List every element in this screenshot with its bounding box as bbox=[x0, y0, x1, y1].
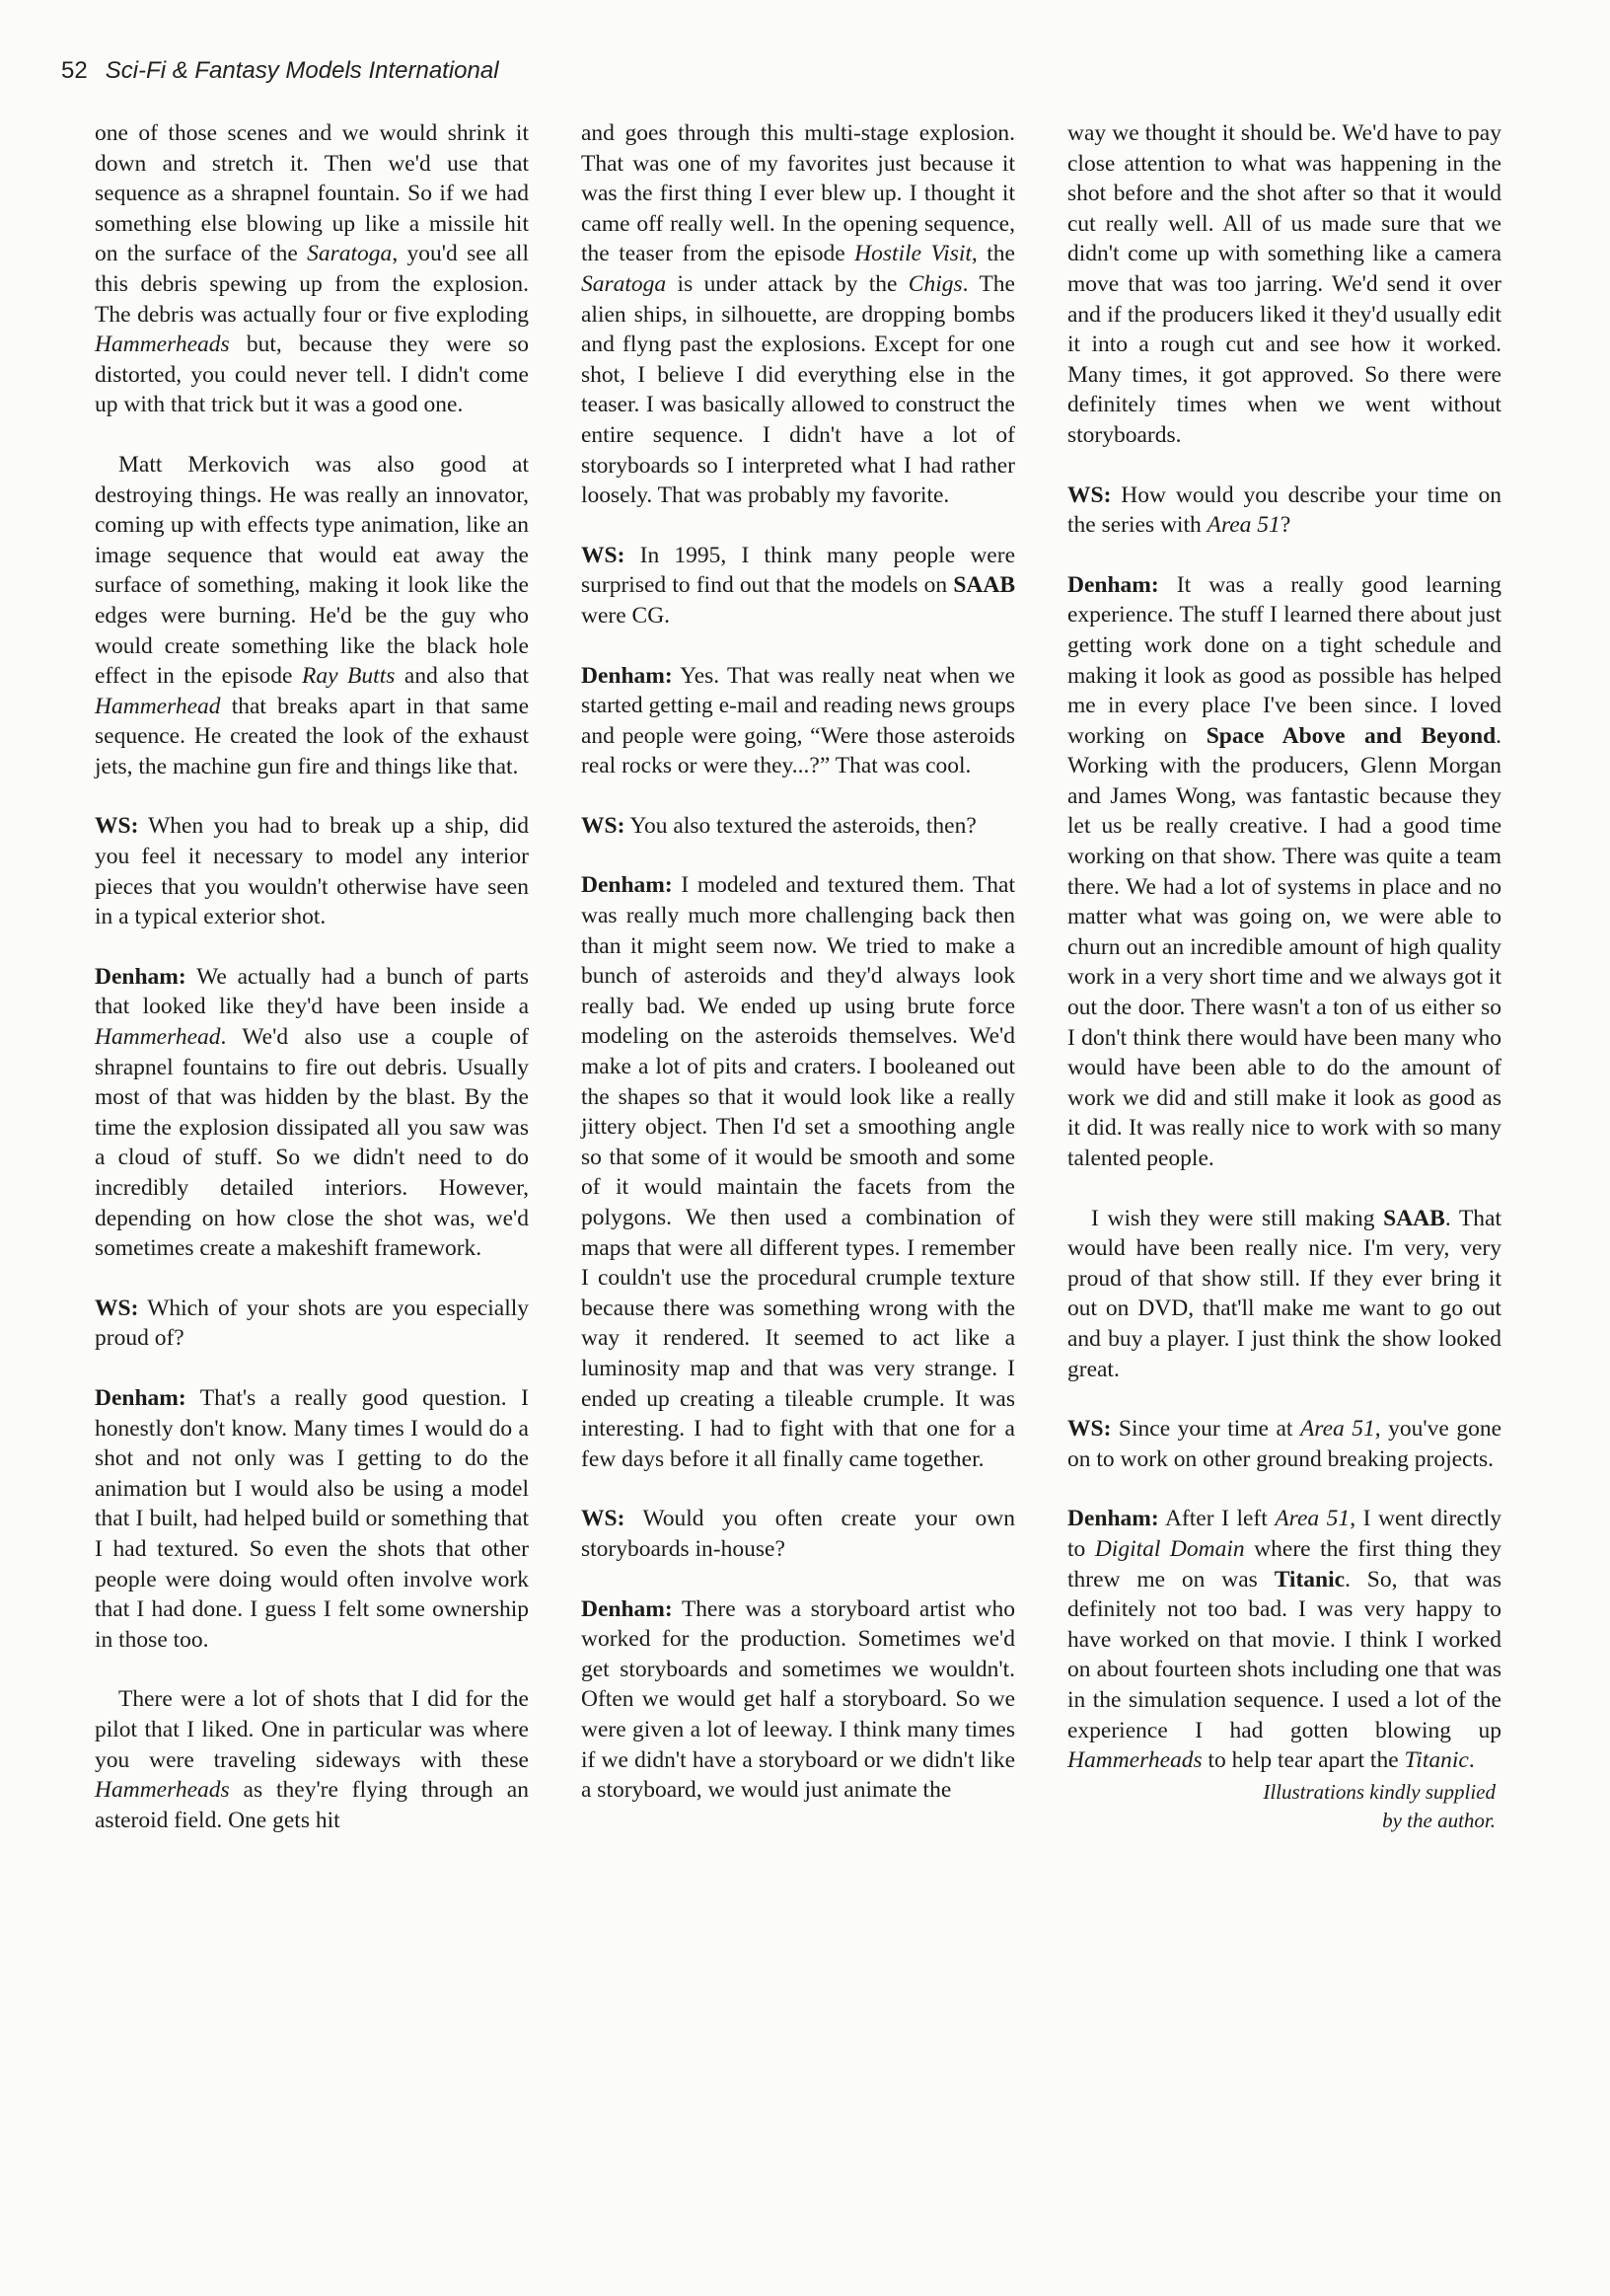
text-run: . We'd also use a couple of shrapnel fountains to fire out debris. Usually most of that was hidden by the blast. By the time the explosion dissipated all you saw was a cloud of stuff. So we didn't need to do incredibly detailed interiors. However, depending on how close the shot was, we'd sometimes create a makeshift framework. bbox=[95, 1024, 529, 1262]
bold-title: Titanic bbox=[1274, 1566, 1346, 1592]
text-run: and also that bbox=[395, 663, 530, 690]
speaker-label: Denham: bbox=[581, 662, 673, 689]
italic-title: Hostile Visit bbox=[854, 241, 972, 267]
publication-title: Sci-Fi & Fantasy Models International bbox=[105, 57, 499, 84]
text-run: as they're flying through an asteroid field. One gets hit bbox=[95, 1777, 529, 1833]
column-2 bbox=[581, 118, 1015, 1835]
text-run: . bbox=[1468, 1747, 1475, 1774]
column-3 bbox=[1067, 118, 1501, 1865]
text-run: We actually had a bunch of parts that looked like they'd have been inside a bbox=[95, 963, 529, 1020]
text-run: that breaks apart in that same sequence. He created the look of the exhaust jets, the machine gun fire and things like that. bbox=[95, 693, 529, 779]
interview-paragraph bbox=[581, 661, 1015, 781]
italic-title: Ray Butts bbox=[301, 663, 396, 690]
interview-paragraph bbox=[581, 541, 1015, 631]
speaker-label: Denham: bbox=[581, 872, 673, 899]
italic-title: Hammerheads bbox=[1067, 1747, 1203, 1774]
text-run: That's a really good question. I honestly don't know. Many times I would do a shot and not only was I getting to do the animation but I would also be using a model that I built, had helped build or something that I had textured. So even the shots that other people were doing would often involve work that I had done. I guess I felt some ownership in those too. bbox=[95, 1384, 529, 1653]
article-paragraph bbox=[1067, 1204, 1501, 1385]
text-run: is under attack by the bbox=[666, 270, 909, 297]
interview-paragraph bbox=[1067, 481, 1501, 541]
speaker-label: WS: bbox=[95, 813, 139, 840]
illustration-credit bbox=[1067, 1778, 1501, 1835]
italic-title: Saratoga bbox=[581, 270, 667, 297]
article-paragraph bbox=[95, 118, 529, 420]
text-run: ? bbox=[1280, 512, 1291, 539]
text-run: How would you describe your time on the series with bbox=[1067, 481, 1501, 539]
text-run: After I left bbox=[1158, 1506, 1276, 1532]
text-run: Would you often create your own storyboards in-house? bbox=[581, 1506, 1015, 1562]
bold-title: SAAB bbox=[1383, 1205, 1445, 1231]
italic-title: Chigs bbox=[908, 270, 963, 297]
text-run: I wish they were still making bbox=[1091, 1205, 1384, 1231]
text-run: . The alien ships, in silhouette, are dropping bombs and flyng past the explosions. Except for one shot, I believe I did everything else in the teaser. I was basically allowed to construct the entire sequence. I didn't have a lot of storyboards so I interpreted what I had rather loosely. That was probably my favorite. bbox=[581, 270, 1015, 509]
article-paragraph bbox=[95, 450, 529, 782]
text-run: Yes. That was really neat when we started getting e-mail and reading news groups and people were going, “Were those asteroids real rocks or were they...?” That was cool. bbox=[581, 662, 1015, 779]
speaker-label: Denham: bbox=[95, 1384, 186, 1411]
italic-title: Hammerheads bbox=[95, 332, 230, 358]
column-3-body bbox=[1067, 118, 1501, 1776]
speaker-label: WS: bbox=[581, 542, 625, 568]
italic-title: Hammerhead bbox=[95, 693, 221, 719]
interview-paragraph bbox=[95, 811, 529, 931]
italic-title: Saratoga bbox=[307, 241, 393, 267]
text-run: Matt Merkovich was also good at destroying things. He was really an innovator, coming up with effects type animation, like an image sequence that would eat away the surface of something, making it look like the edges were burning. He'd be the guy who would create something like the black hole effect in the episode bbox=[95, 451, 529, 690]
speaker-label: Denham: bbox=[1067, 1506, 1159, 1532]
interview-paragraph bbox=[1067, 570, 1501, 1174]
speaker-label: Denham: bbox=[1067, 571, 1159, 598]
credit-line-1: Illustrations kindly supplied bbox=[1263, 1779, 1496, 1804]
interview-paragraph bbox=[581, 811, 1015, 842]
running-header bbox=[61, 57, 499, 85]
text-run: You also textured the asteroids, then? bbox=[624, 812, 977, 839]
text-run: There was a storyboard artist who worked for the production. Sometimes we'd get storyboards and sometimes we wouldn't. Often we would get half a storyboard. So we were given a lot of leeway. I think many times if we didn't have a storyboard or we didn't like a storyboard, we would just animate the bbox=[581, 1595, 1015, 1804]
text-run: When you had to break up a ship, did you feel it necessary to model any interior pieces that you wouldn't otherwise have seen in a typical exterior shot. bbox=[95, 813, 529, 930]
article-paragraph bbox=[581, 118, 1015, 511]
text-run: . Working with the producers, Glenn Morgan and James Wong, was fantastic because they let us be really creative. I had a good time working on that show. There was quite a team there. We had a lot of systems in place and no matter what was going on, we were able to churn out an incredible amount of high quality work in a very short time and we always got it out the door. There wasn't a ton of us either so I don't think there would have been many who would have been able to do the amount of work we did and still make it look as good as it did. It was really nice to work with so many talented people. bbox=[1067, 722, 1502, 1171]
italic-title: Area 51 bbox=[1207, 512, 1281, 539]
text-run: to help tear apart the bbox=[1202, 1747, 1405, 1774]
text-run: one of those scenes and we would shrink it down and stretch it. Then we'd use that sequence as a shrapnel fountain. So if we had something else blowing up like a missile hit on the surface of the bbox=[95, 120, 529, 267]
speaker-label: Denham: bbox=[95, 963, 186, 990]
speaker-label: WS: bbox=[581, 812, 625, 839]
italic-title: Digital Domain bbox=[1094, 1535, 1245, 1562]
interview-paragraph bbox=[95, 1294, 529, 1354]
interview-paragraph bbox=[95, 1383, 529, 1655]
interview-paragraph bbox=[581, 870, 1015, 1474]
speaker-label: WS: bbox=[95, 1295, 139, 1321]
text-run: In 1995, I think many people were surprised to find out that the models on bbox=[581, 542, 1015, 599]
interview-paragraph bbox=[95, 962, 529, 1264]
article-paragraph bbox=[1067, 118, 1501, 451]
italic-title: Hammerheads bbox=[95, 1777, 230, 1804]
text-run: I modeled and textured them. That was really much more challenging back then than it might seem now. We tried to make a bunch of asteroids and they'd always look really bad. We ended up using brute force modeling on the asteroids themselves. We'd make a lot of pits and craters. I booleaned out the shapes so that it would look like a really jittery object. Then I'd set a smoothing angle so that some of it would be smooth and some of it would maintain the facets from the polygons. We then used a combination of maps that were all different types. I remember I couldn't use the procedural crumple texture because there was something wrong with the way it rendered. It seemed to act like a luminosity map and that was very strange. I ended up creating a tileable crumple. It was interesting. I had to fight with that one for a few days before it all finally came together. bbox=[581, 872, 1015, 1472]
speaker-label: WS: bbox=[1067, 1416, 1112, 1443]
text-run: where the first thing they threw me on was bbox=[1067, 1535, 1502, 1592]
column-1 bbox=[95, 118, 529, 1865]
text-run: There were a lot of shots that I did for the pilot that I liked. One in particular was where you were traveling sideways with these bbox=[95, 1686, 529, 1773]
speaker-label: WS: bbox=[581, 1506, 625, 1532]
interview-paragraph bbox=[1067, 1504, 1501, 1775]
text-run: way we thought it should be. We'd have to pay close attention to what was happening in the shot before and the shot after so that it would cut really well. All of us made sure that we didn't come up with something like a camera move that was too jarring. We'd send it over and if the producers liked it they'd usually edit it into a rough cut and see how it worked. Many times, it got approved. So there were definitely times when we went without storyboards. bbox=[1067, 120, 1501, 448]
bold-title: Space Above and Beyond bbox=[1206, 722, 1497, 749]
bold-title: SAAB bbox=[953, 572, 1015, 599]
credit-line-2: by the author. bbox=[1382, 1808, 1496, 1832]
text-run: , you've gone on to work on other ground breaking projects. bbox=[1067, 1416, 1501, 1472]
text-run: . That would have been really nice. I'm very, very proud of that show still. If they ever bring it out on DVD, that'll make me want to go out and buy a player. I just think the show looked great. bbox=[1067, 1205, 1501, 1382]
text-run: but, because they were so distorted, you could never tell. I didn't come up with that trick but it was a good one. bbox=[95, 332, 529, 418]
text-run: , you'd see all this debris spewing up from the explosion. The debris was actually four or five exploding bbox=[95, 241, 529, 328]
text-run: It was a really good learning experience. The stuff I learned there about just getting work done on a tight schedule and making it look as good as possible has helped me in every place I've been since. I loved working on bbox=[1067, 571, 1501, 749]
text-run: . So, that was definitely not too bad. I was very happy to have worked on that movie. I think I worked on about fourteen shots including one that was in the simulation sequence. I used a lot of the experience I had gotten blowing up bbox=[1067, 1566, 1501, 1743]
interview-paragraph bbox=[581, 1504, 1015, 1564]
text-run: Which of your shots are you especially proud of? bbox=[95, 1295, 529, 1352]
text-run: Since your time at bbox=[1111, 1416, 1300, 1443]
italic-title: Area 51 bbox=[1299, 1416, 1375, 1443]
text-run: , I went directly to bbox=[1067, 1506, 1501, 1562]
text-run: , the bbox=[971, 241, 1015, 267]
text-run: were CG. bbox=[581, 602, 671, 629]
italic-title: Hammerhead bbox=[95, 1024, 221, 1051]
text-run: and goes through this multi-stage explosion. That was one of my favorites just because it was the first thing I ever blew up. I thought it came off really well. In the opening sequence, the teaser from the episode bbox=[581, 120, 1015, 267]
speaker-label: WS: bbox=[1067, 481, 1112, 508]
speaker-label: Denham: bbox=[581, 1595, 673, 1622]
page-number: 52 bbox=[61, 57, 88, 84]
italic-title: Titanic bbox=[1404, 1747, 1469, 1774]
italic-title: Area 51 bbox=[1275, 1506, 1351, 1532]
interview-paragraph bbox=[1067, 1414, 1501, 1474]
interview-paragraph bbox=[581, 1594, 1015, 1806]
article-paragraph bbox=[95, 1684, 529, 1835]
